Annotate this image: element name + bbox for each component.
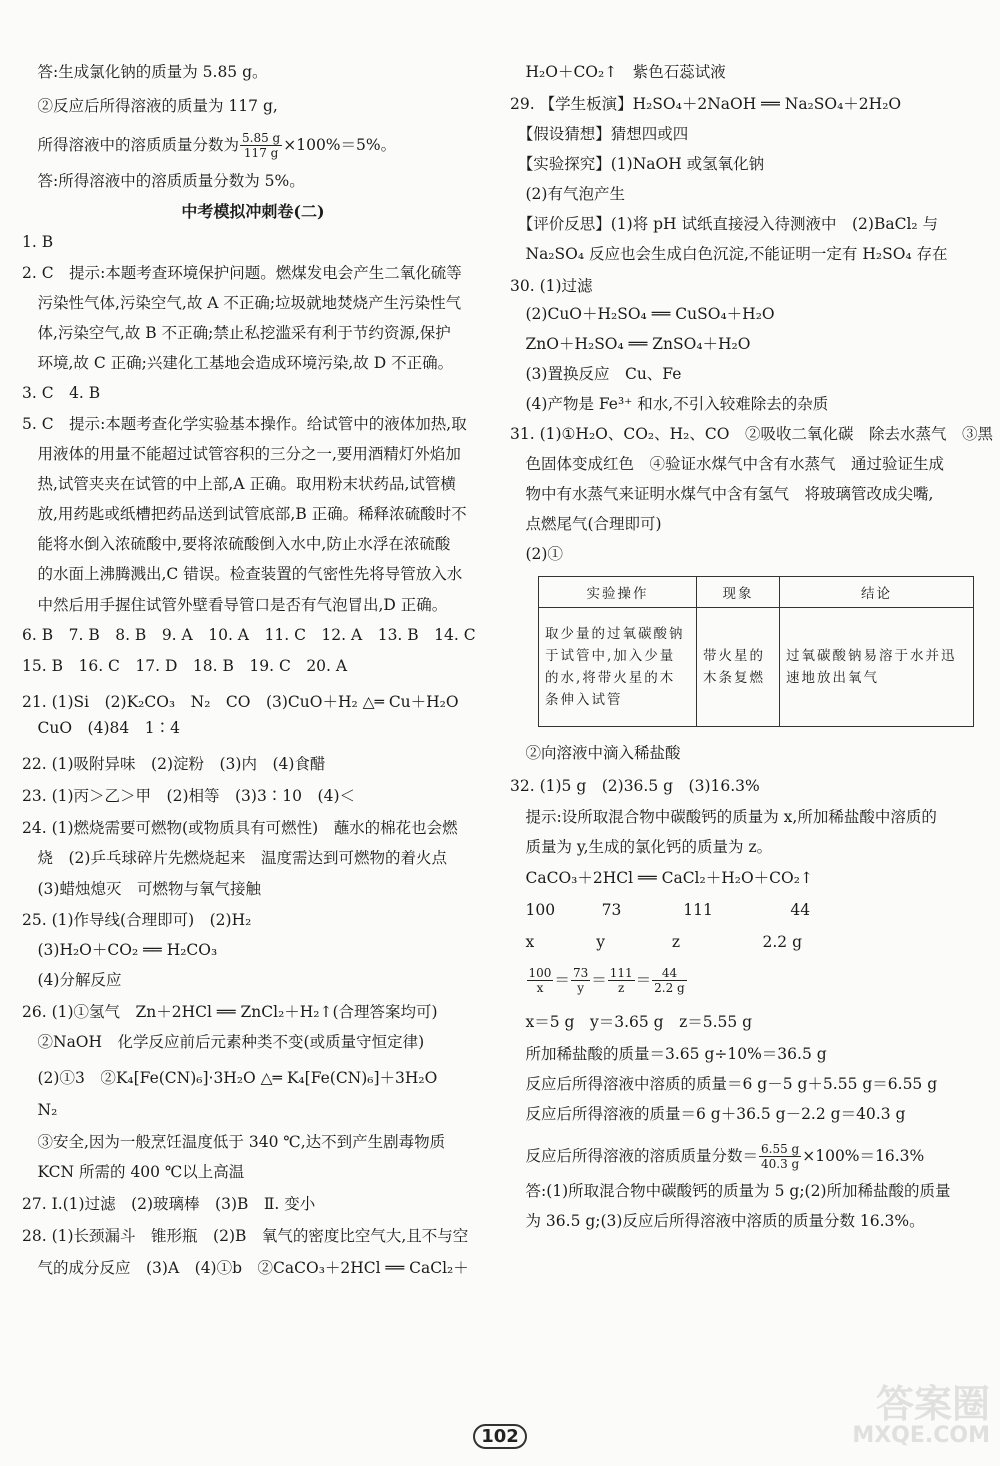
text-line: 所加稀盐酸的质量＝3.65 g÷10%＝36.5 g xyxy=(510,1045,827,1063)
text-line: Na₂SO₄ 反应也会生成白色沉淀,不能证明一定有 H₂SO₄ 存在 xyxy=(510,245,948,263)
text-line: N₂ xyxy=(22,1101,58,1119)
text-line: (2)① xyxy=(510,545,563,563)
experiment-table xyxy=(538,576,974,727)
text-line: ②反应后所得溶液的质量为 117 g, xyxy=(22,97,278,115)
text-line: 【评价反思】(1)将 pH 试纸直接浸入待测液中 (2)BaCl₂ 与 xyxy=(510,215,939,233)
percentage-formula: 所得溶液中的溶质质量分数为 $\frac{5.85 g}{117 g}$ ×100%＝5%。 xyxy=(22,131,397,160)
text-line: 5. C 提示:本题考查化学实验基本操作。给试管中的液体加热,取 xyxy=(22,415,467,433)
text-line: 点燃尾气(合理即可) xyxy=(510,515,662,533)
text-line: 27. Ⅰ.(1)过滤 (2)玻璃棒 (3)B Ⅱ. 变小 xyxy=(22,1195,316,1213)
text-line: 热,试管夹夹在试管的中上部,A 正确。取用粉末状药品,试管横 xyxy=(22,475,456,493)
text-line: (4)产物是 Fe³⁺ 和水,不引入较难除去的杂质 xyxy=(510,395,829,413)
text-line: 答:所得溶液中的溶质质量分数为 5%。 xyxy=(22,172,305,190)
text-line: 100 73 111 44 xyxy=(510,901,811,919)
watermark xyxy=(850,1384,990,1448)
text-line: KCN 所需的 400 ℃以上高温 xyxy=(22,1163,245,1181)
table-header: 实验操作 xyxy=(539,577,697,608)
text-line: 放,用药匙或纸槽把药品送到试管底部,B 正确。稀释浓硫酸时不 xyxy=(22,505,467,523)
text-line: 21. (1)Si (2)K₂CO₃ N₂ CO (3)CuO＋H₂ △═ Cu＋H₂O xyxy=(22,693,459,711)
fraction: $\frac{6.55 g}{40.3 g}$ xyxy=(761,1142,800,1171)
text-line: (3)H₂O＋CO₂ ══ H₂CO₃ xyxy=(22,941,218,959)
fraction: $\frac{100}{x}$ xyxy=(528,966,552,995)
text-line: 质量为 y,生成的氯化钙的质量为 z。 xyxy=(510,838,773,856)
text-line: (3)置换反应 Cu、Fe xyxy=(510,365,682,383)
text-line: (2)CuO＋H₂SO₄ ══ CuSO₄＋H₂O xyxy=(510,305,775,323)
table-cell: 过氧碳酸钠易溶于水并迅速地放出氧气 xyxy=(780,608,974,727)
watermark-url: MXQE.COM xyxy=(852,1423,990,1448)
text-line: 【实验探究】(1)NaOH 或氢氧化钠 xyxy=(510,155,765,173)
text-line: 烧 (2)乒乓球碎片先燃烧起来 温度需达到可燃物的着火点 xyxy=(22,849,447,867)
text-line: ②向溶液中滴入稀盐酸 xyxy=(510,744,681,762)
text-line: ZnO＋H₂SO₄ ══ ZnSO₄＋H₂O xyxy=(510,335,751,353)
text-line: 环境,故 C 正确;兴建化工基地会造成环境污染,故 D 不正确。 xyxy=(22,354,454,372)
text-line: 6. B 7. B 8. B 9. A 10. A 11. C 12. A 13. B 14. C xyxy=(22,626,476,644)
text-line: 反应后所得溶液中溶质的质量＝6 g－5 g＋5.55 g＝6.55 g xyxy=(510,1075,938,1093)
text-line: ②NaOH 化学反应前后元素种类不变(或质量守恒定律) xyxy=(22,1033,425,1051)
text-line: 答:(1)所取混合物中碳酸钙的质量为 5 g;(2)所加稀盐酸的质量 xyxy=(510,1182,951,1200)
text-line: 2. C 提示:本题考查环境保护问题。燃煤发电会产生二氧化硫等 xyxy=(22,264,462,282)
text-line: 22. (1)吸附异味 (2)淀粉 (3)内 (4)食醋 xyxy=(22,755,326,773)
text-line: 32. (1)5 g (2)36.5 g (3)16.3% xyxy=(510,777,760,795)
text-line: x＝5 g y＝3.65 g z＝5.55 g xyxy=(510,1013,753,1031)
text-line: H₂O＋CO₂↑ 紫色石蕊试液 xyxy=(510,63,726,81)
text-line: 30. (1)过滤 xyxy=(510,277,593,295)
fraction: $\frac{111}{z}$ xyxy=(609,966,633,995)
page-number: 102 xyxy=(470,1424,530,1449)
fraction: $\frac{5.85 g}{117 g}$ xyxy=(242,131,281,160)
table-cell: 取少量的过氧碳酸钠于试管中,加入少量的水,将带火星的木条伸入试管 xyxy=(539,608,697,727)
text-line: (4)分解反应 xyxy=(22,971,122,989)
fraction: $\frac{44}{2.2 g}$ xyxy=(654,966,685,995)
text-line: 3. C 4. B xyxy=(22,384,101,402)
text-line: (2)①3 ②K₄[Fe(CN)₆]·3H₂O △═ K₄[Fe(CN)₆]＋3H₂O xyxy=(22,1069,438,1087)
table-cell: 带火星的木条复燃 xyxy=(697,608,780,727)
percentage-formula: 反应后所得溶液的溶质质量分数＝ $\frac{6.55 g}{40.3 g}$ ×100%＝16.3% xyxy=(510,1142,925,1171)
watermark-logo: 答案圈 xyxy=(875,1382,990,1426)
text-line: CaCO₃＋2HCl ══ CaCl₂＋H₂O＋CO₂↑ xyxy=(510,869,813,887)
text-line: 29. 【学生板演】H₂SO₄＋2NaOH ══ Na₂SO₄＋2H₂O xyxy=(510,95,902,113)
text-line: 31. (1)①H₂O、CO₂、H₂、CO ②吸收二氧化碳 除去水蒸气 ③黑 xyxy=(510,425,993,443)
text-line: 23. (1)丙＞乙＞甲 (2)相等 (3)3∶10 (4)＜ xyxy=(22,787,355,805)
text-line: 15. B 16. C 17. D 18. B 19. C 20. A xyxy=(22,657,348,675)
fraction: $\frac{73}{y}$ xyxy=(572,966,589,995)
text-line: 反应后所得溶液的质量＝6 g＋36.5 g－2.2 g＝40.3 g xyxy=(510,1105,906,1123)
text-line: 污染性气体,污染空气,故 A 不正确;垃圾就地焚烧产生污染性气 xyxy=(22,294,462,312)
text-line: 26. (1)①氢气 Zn＋2HCl ══ ZnCl₂＋H₂↑(合理答案均可) xyxy=(22,1003,438,1021)
text-line: CuO (4)84 1∶4 xyxy=(22,719,180,737)
text-line: 中然后用手握住试管外壁看导管口是否有气泡冒出,D 正确。 xyxy=(22,596,448,614)
text-line: (2)有气泡产生 xyxy=(510,185,625,203)
proportion-formula: $\frac{100}{x}$ ＝ $\frac{73}{y}$ ＝ $\frac{111}{z}$ ＝ $\frac{44}{2.2 g}$ xyxy=(528,966,685,995)
text-line: 的水面上沸腾溅出,C 错误。检查装置的气密性先将导管放入水 xyxy=(22,565,463,583)
text-line: 物中有水蒸气来证明水煤气中含有氢气 将玻璃管改成尖嘴, xyxy=(510,485,934,503)
text-line: 提示:设所取混合物中碳酸钙的质量为 x,所加稀盐酸中溶质的 xyxy=(510,808,937,826)
text-line: 28. (1)长颈漏斗 锥形瓶 (2)B 氧气的密度比空气大,且不与空 xyxy=(22,1227,469,1245)
text-line: 色固体变成红色 ④验证水煤气中含有水蒸气 通过验证生成 xyxy=(510,455,945,473)
text-line: 1. B xyxy=(22,233,54,251)
text-line: 24. (1)燃烧需要可燃物(或物质具有可燃性) 蘸水的棉花也会燃 xyxy=(22,819,458,837)
table-header: 结论 xyxy=(780,577,974,608)
text-line: 体,污染空气,故 B 不正确;禁止私挖滥采有利于节约资源,保护 xyxy=(22,324,451,342)
text-line: (3)蜡烛熄灭 可燃物与氧气接触 xyxy=(22,880,261,898)
text-line: 用液体的用量不能超过试管容积的三分之一,要用酒精灯外焰加 xyxy=(22,445,461,463)
text-line: 气的成分反应 (3)A (4)①b ②CaCO₃＋2HCl ══ CaCl₂＋ xyxy=(22,1259,469,1277)
text-line: x y z 2.2 g xyxy=(510,933,803,951)
text-line: 答:生成氯化钠的质量为 5.85 g。 xyxy=(22,63,268,81)
text-line: ③安全,因为一般烹饪温度低于 340 ℃,达不到产生剧毒物质 xyxy=(22,1133,446,1151)
text-line: 为 36.5 g;(3)反应后所得溶液中溶质的质量分数 16.3%。 xyxy=(510,1212,925,1230)
text-line: 能将水倒入浓硫酸中,要将浓硫酸倒入水中,防止水浮在浓硫酸 xyxy=(22,535,451,553)
table-header: 现象 xyxy=(697,577,780,608)
text-line: 25. (1)作导线(合理即可) (2)H₂ xyxy=(22,911,252,929)
section-title: 中考模拟冲刺卷(二) xyxy=(181,202,325,221)
text-line: 【假设猜想】猜想四或四 xyxy=(510,125,689,143)
